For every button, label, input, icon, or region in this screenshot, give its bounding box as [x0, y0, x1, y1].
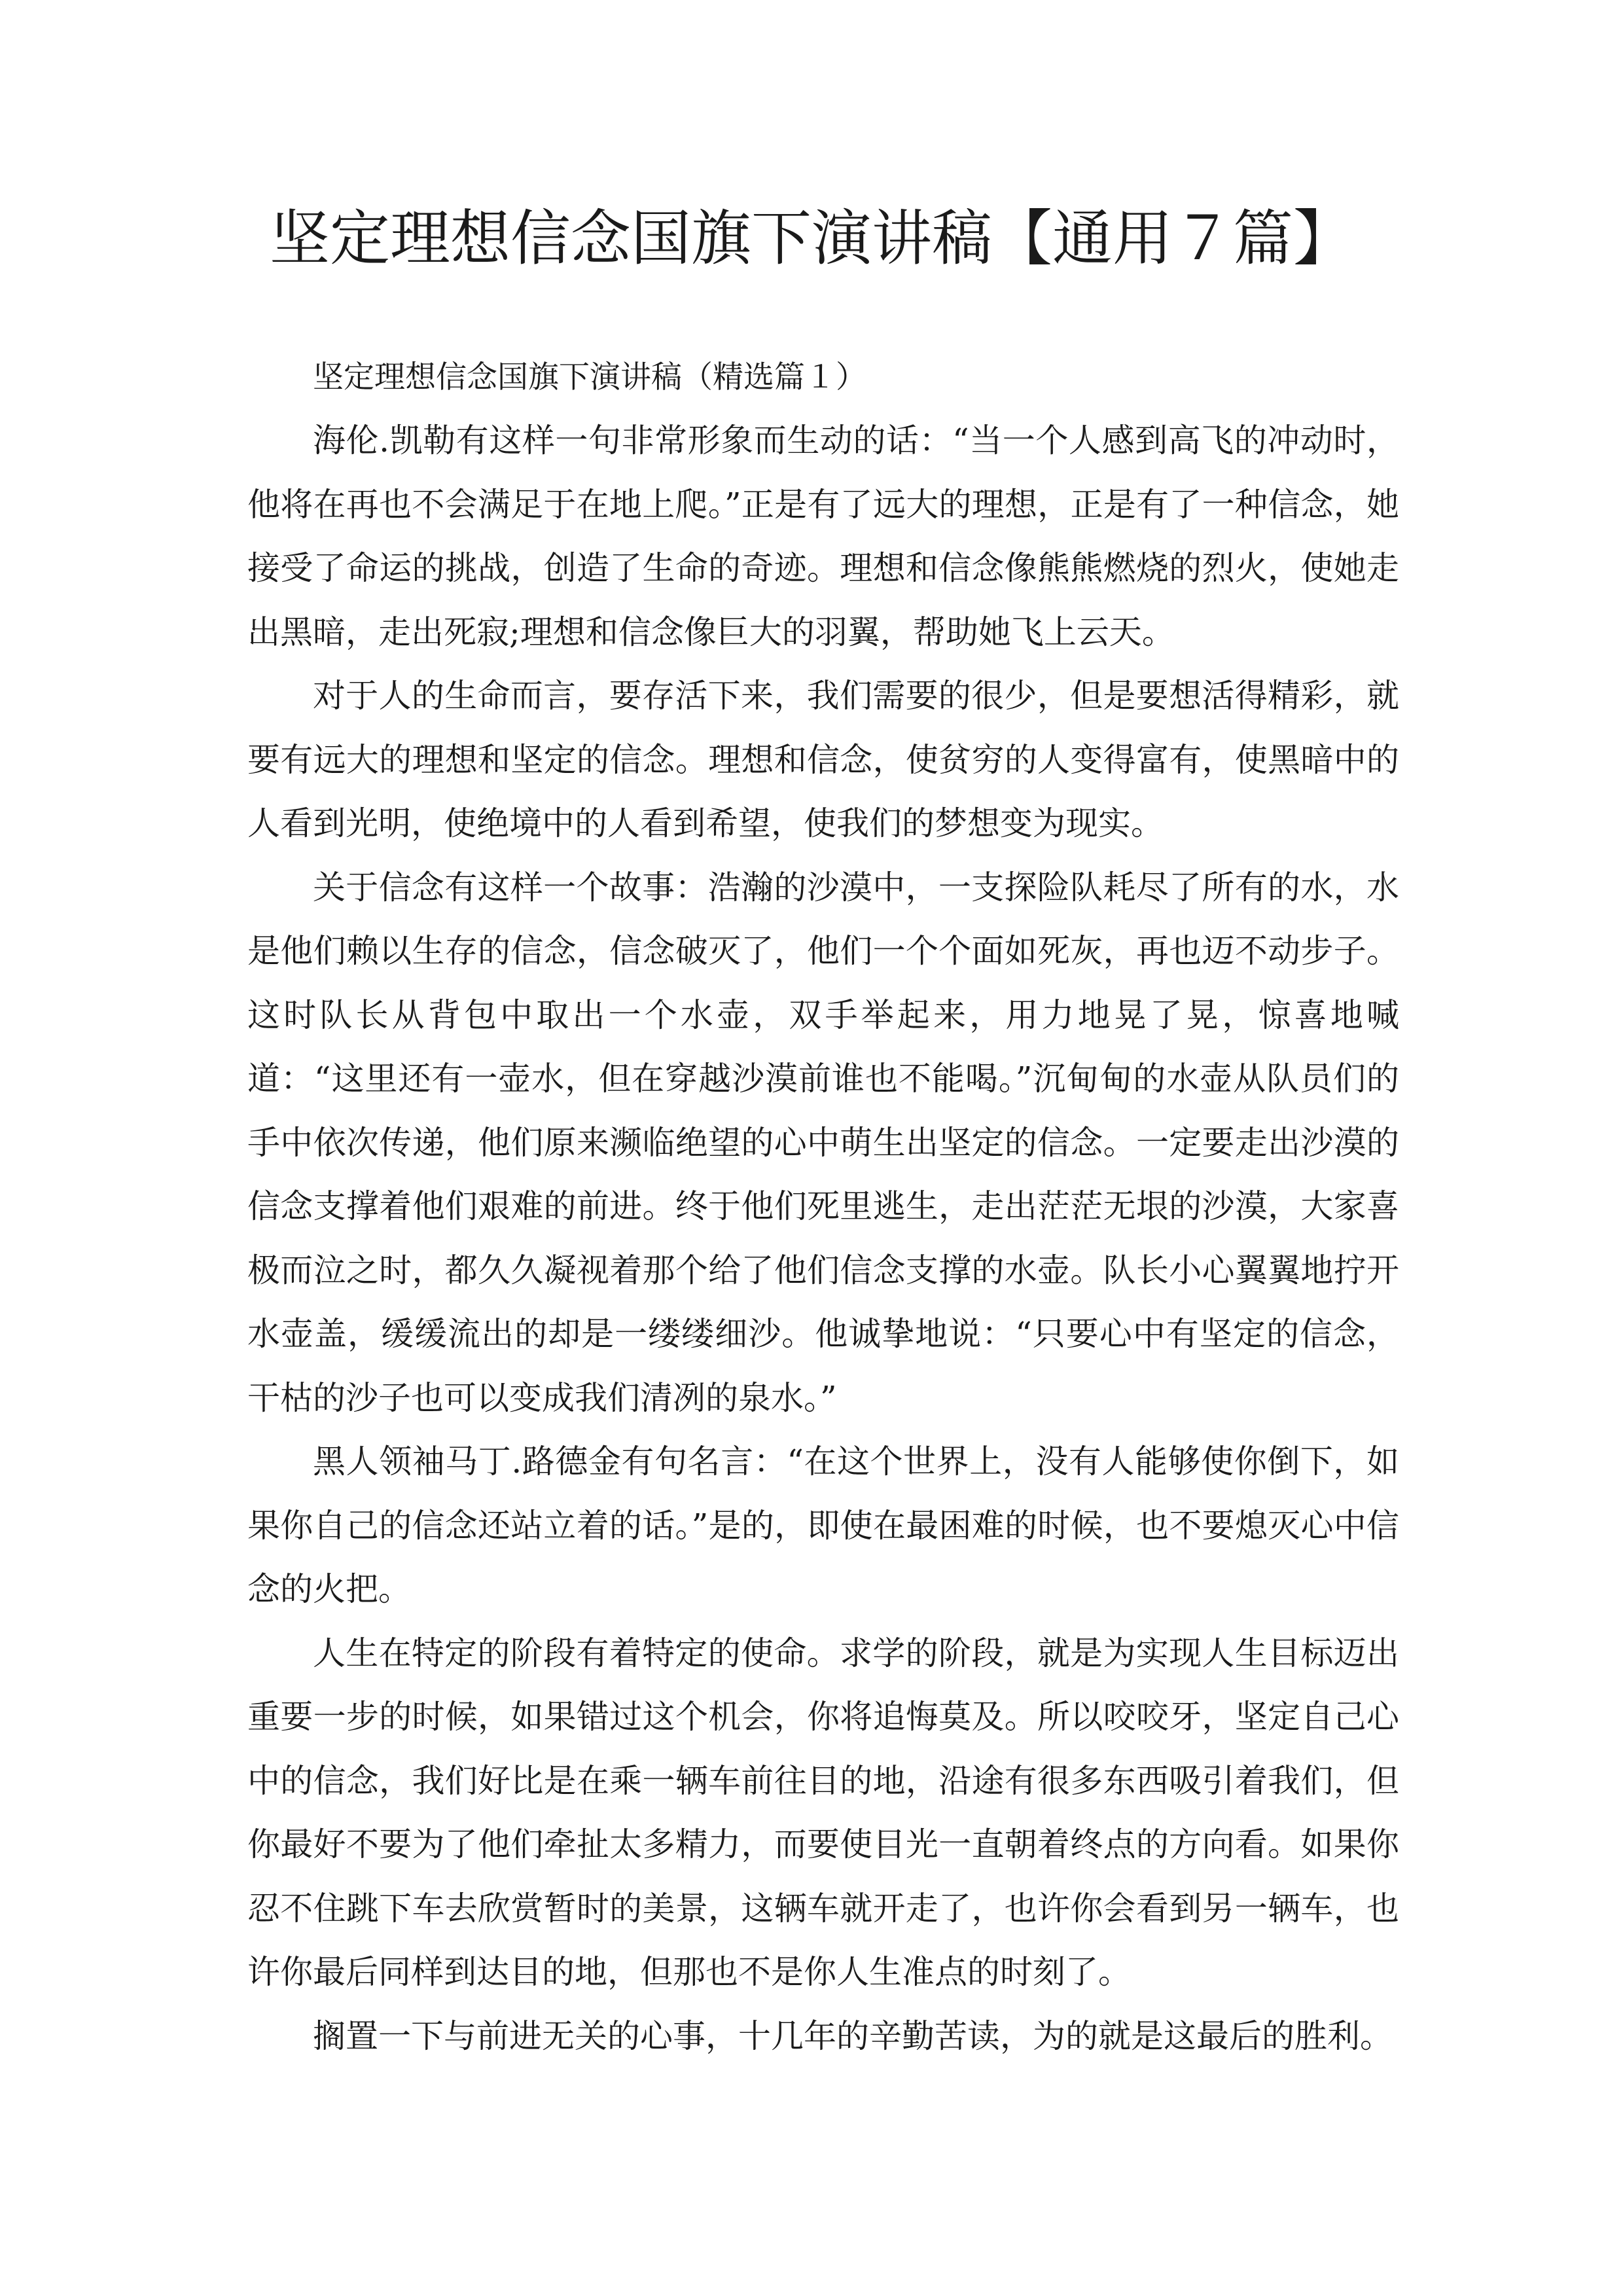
section-heading: 坚定理想信念国旗下演讲稿（精选篇１） — [313, 359, 866, 395]
paragraph-3: 关于信念有这样一个故事：浩瀚的沙漠中，一支探险队耗尽了所有的水，水是他们赖以生存的信念，信念破灭了，他们一个个面如死灰，再也迈不动步子。这时队长从背包中取出一个水壶，双手举起来，用力地晃了晃，惊喜地喊道：“这里还有一壶水，但在穿越沙漠前谁也不能喝。”沉甸甸的水壶从队员们的手中依次传递，他们原来濒临绝望的心中萌生出坚定的信念。一定要走出沙漠的信念支撑着他们艰难的前进。终于他们死里逃生，走出茫茫无垠的沙漠，大家喜极而泣之时，都久久凝视着那个给了他们信念支撑的水壶。队长小心翼翼地拧开水壶盖，缓缓流出的却是一缕缕细沙。他诚挚地说：“只要心中有坚定的信念，干枯的沙子也可以变成我们清冽的泉水。” — [247, 868, 1399, 1417]
paragraph-2: 对于人的生命而言，要存活下来，我们需要的很少，但是要想活得精彩，就要有远大的理想和坚定的信念。理想和信念，使贫穷的人变得富有，使黑暗中的人看到光明，使绝境中的人看到希望，使我们的梦想变为现实。 — [247, 677, 1399, 842]
paragraph-6: 搁置一下与前进无关的心事，十几年的辛勤苦读，为的就是这最后的胜利。 — [313, 2017, 1393, 2055]
paragraph-1: 海伦.凯勒有这样一句非常形象而生动的话：“当一个人感到高飞的冲动时，他将在再也不会满足于在地上爬。”正是有了远大的理想，正是有了一种信念，她接受了命运的挑战，创造了生命的奇迹。理想和信念像熊熊燃烧的烈火，使她走出黑暗，走出死寂;理想和信念像巨大的羽翼，帮助她飞上云天。 — [247, 422, 1399, 651]
paragraph-5: 人生在特定的阶段有着特定的使命。求学的阶段，就是为实现人生目标迈出重要一步的时候，如果错过这个机会，你将追悔莫及。所以咬咬牙，坚定自己心中的信念，我们好比是在乘一辆车前往目的地，沿途有很多东西吸引着我们，但你最好不要为了他们牵扯太多精力，而要使目光一直朝着终点的方向看。如果你忍不住跳下车去欣赏暂时的美景，这辆车就开走了，也许你会看到另一辆车，也许你最后同样到达目的地，但那也不是你人生准点的时刻了。 — [247, 1634, 1399, 1991]
document-body — [247, 346, 1399, 2068]
document-title: 坚定理想信念国旗下演讲稿【通用７篇】 — [269, 204, 1353, 274]
paragraph-4: 黑人领袖马丁.路德金有句名言：“在这个世界上，没有人能够使你倒下，如果你自己的信念还站立着的话。”是的，即使在最困难的时候，也不要熄灭心中信念的火把。 — [247, 1443, 1399, 1608]
